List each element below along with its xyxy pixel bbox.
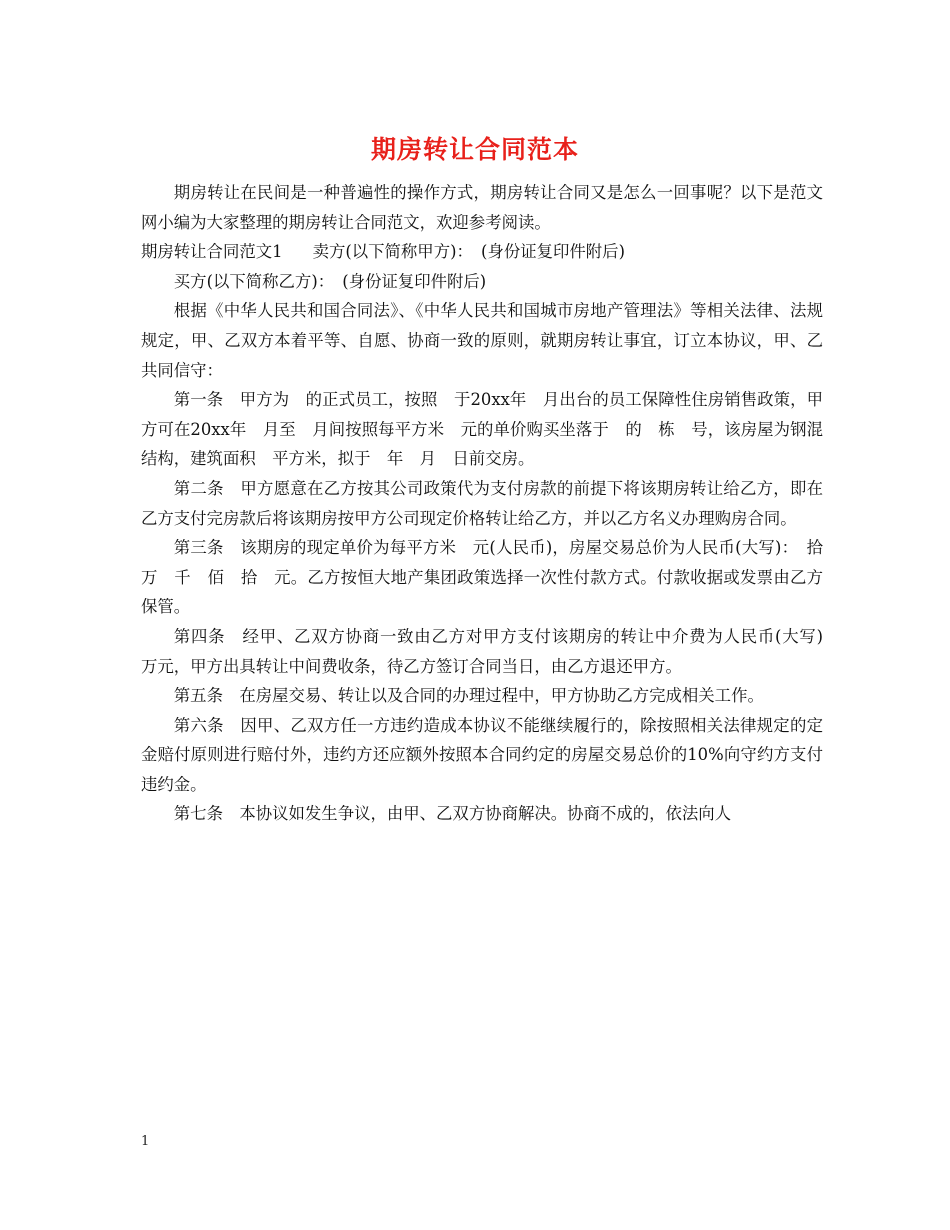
article-5: 第五条 在房屋交易、转让以及合同的办理过程中，甲方协助乙方完成相关工作。 (173, 686, 764, 706)
document-title: 期房转让合同范本 (370, 135, 579, 164)
preamble-paragraph: 根据《中华人民共和国合同法》、《中华人民共和国城市房地产管理法》等相关法律、法规规定，甲、乙双方本着平等、自愿、协商一致的原则，就期房转让事宜，订立本协议，甲、乙共同信守： (141, 301, 823, 380)
article-2: 第二条 甲方愿意在乙方按其公司政策代为支付房款的前提下将该期房转让给乙方，即在乙方支付完房款后将该期房按甲方公司现定价格转让给乙方，并以乙方名义办理购房合同。 (141, 478, 823, 528)
document-body (141, 178, 840, 829)
article-6: 第六条 因甲、乙双方任一方违约造成本协议不能继续履行的，除按照相关法律规定的定金赔付原则进行赔付外，违约方还应额外按照本合同约定的房屋交易总价的10%向守约方支付违约金。 (141, 715, 823, 794)
article-4: 第四条 经甲、乙双方协商一致由乙方对甲方支付该期房的转让中介费为人民币(大写) 万元，甲方出具转让中间费收条，待乙方签订合同当日，由乙方退还甲方。 (141, 626, 840, 676)
sample-heading: 期房转让合同范文1 (141, 242, 283, 262)
buyer-line: 买方(以下简称乙方)： (身份证复印件附后) (173, 271, 487, 291)
article-1: 第一条 甲方为 的正式员工，按照 于20xx年 月出台的员工保障性住房销售政策，甲方可在20xx年 月至 月间按照每平方米 元的单价购买坐落于 的 栋 号，该房屋为钢混结构，建筑面积 平方米，拟于 年 月 日前交房。 (141, 390, 823, 469)
article-3: 第三条 该期房的现定单价为每平方米 元(人民币)，房屋交易总价为人民币(大写)： 拾 万 千 佰 拾 元。乙方按恒大地产集团政策选择一次性付款方式。付款收据或发票由乙方保管。 (141, 538, 840, 617)
page-number: 1 (141, 1134, 150, 1149)
sample-heading-line (141, 237, 823, 267)
intro-paragraph: 期房转让在民间是一种普遍性的操作方式，期房转让合同又是怎么一回事呢？以下是范文网小编为大家整理的期房转让合同范文，欢迎参考阅读。 (141, 183, 823, 232)
article-7: 第七条 本协议如发生争议，由甲、乙双方协商解决。协商不成的，依法向人 (173, 804, 732, 824)
seller-line: 卖方(以下简称甲方)： (身份证复印件附后) (312, 242, 625, 262)
